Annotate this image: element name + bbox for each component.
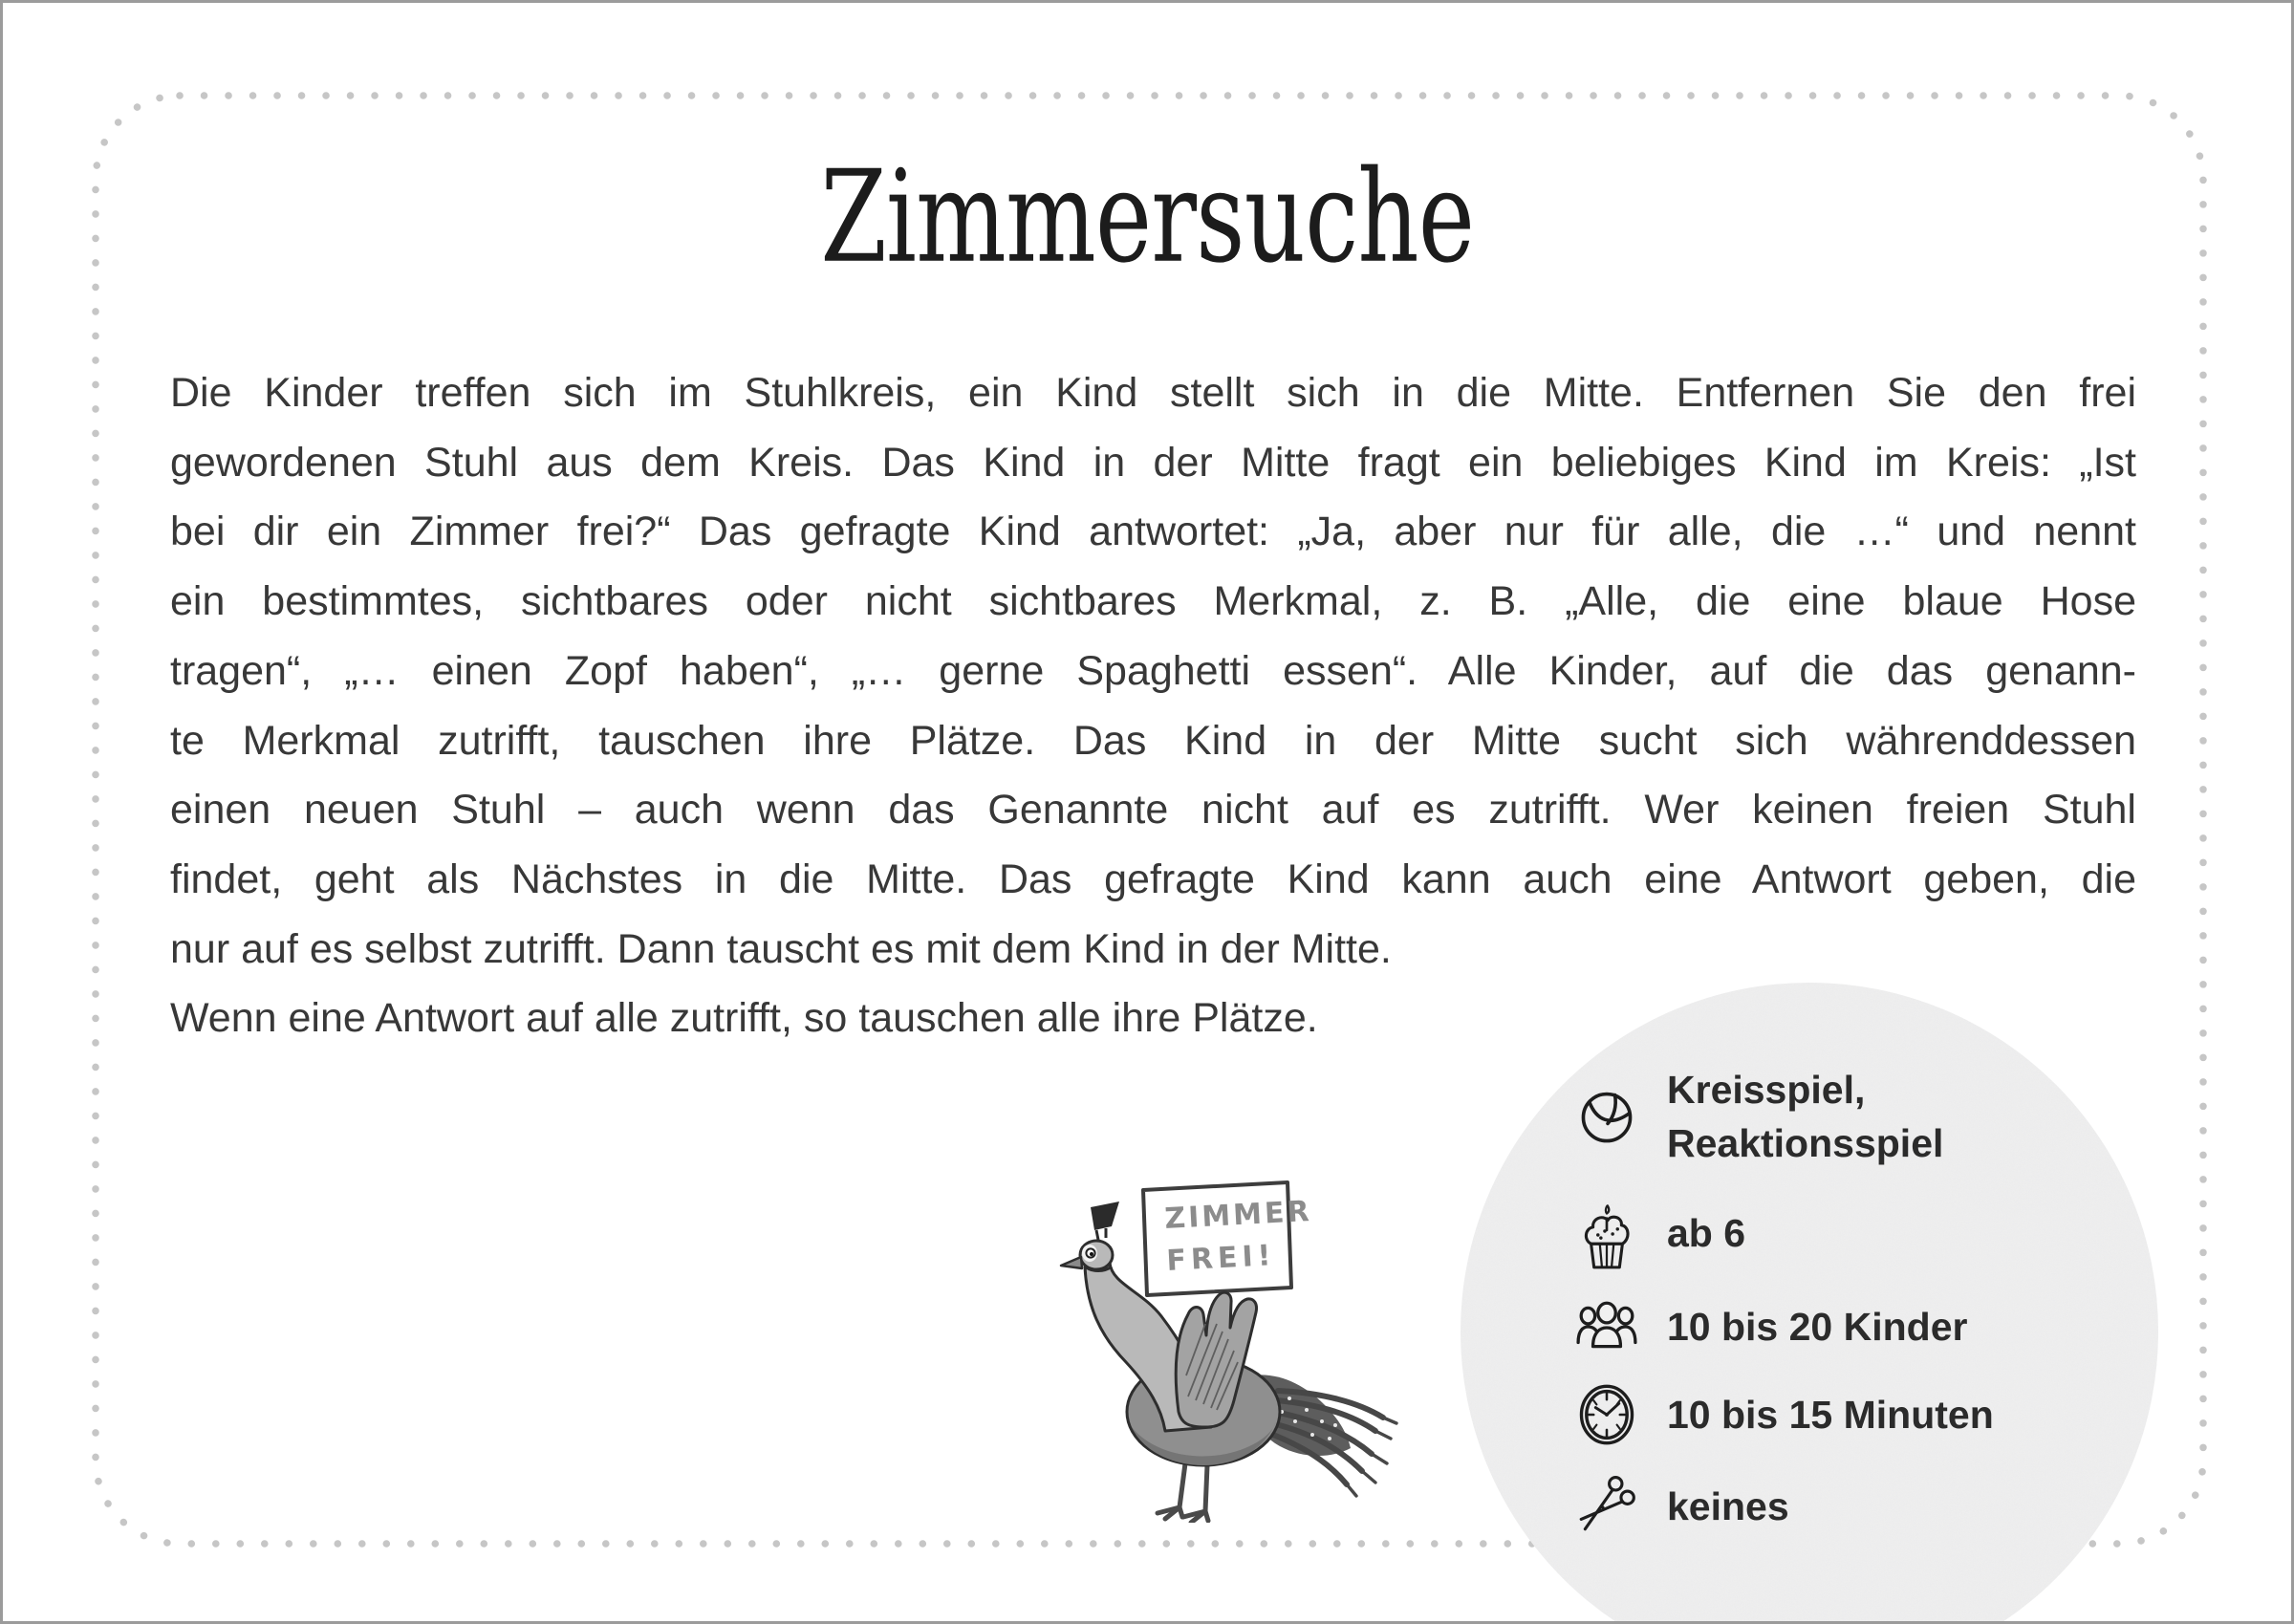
body-line: einen neuen Stuhl – auch wenn das Genannte nicht auf es zutrifft. Wer keinen freien Stuhl <box>170 787 2136 834</box>
info-label <box>1667 1063 1943 1170</box>
info-label: keines <box>1667 1484 1789 1528</box>
peacock-head <box>1061 1202 1119 1271</box>
group-icon <box>1575 1299 1638 1354</box>
info-item-players <box>1575 1299 1967 1354</box>
info-item-duration <box>1575 1381 1994 1448</box>
body-line: ein bestimmtes, sichtbares oder nicht sichtbares Merkmal, z. B. „Alle, die eine blaue Hose <box>170 578 2136 625</box>
peacock-legs <box>1158 1463 1208 1523</box>
body-line: Wenn eine Antwort auf alle zutrifft, so tauschen alle ihre Plätze. <box>170 995 1318 1042</box>
clock-icon <box>1575 1381 1638 1448</box>
info-label: ab 6 <box>1667 1211 1746 1255</box>
body-line: te Merkmal zutrifft, tauschen ihre Plätze. Das Kind in der Mitte sucht sich währenddessen <box>170 717 2136 764</box>
info-label-line: Kreisspiel, <box>1667 1068 1866 1112</box>
body-line: Die Kinder treffen sich im Stuhlkreis, ein Kind stellt sich in die Mitte. Entfernen Sie den frei <box>170 370 2136 416</box>
info-label: 10 bis 20 Kinder <box>1667 1305 1968 1349</box>
body-line: gewordenen Stuhl aus dem Kreis. Das Kind in der Mitte fragt ein beliebiges Kind im Kreis: „Ist <box>170 439 2136 486</box>
info-label: 10 bis 15 Minuten <box>1667 1393 1994 1437</box>
instructions-paragraph <box>170 358 2136 1053</box>
info-item-age <box>1575 1193 1745 1273</box>
zimmer-frei-sign <box>1143 1182 1312 1295</box>
scissors-icon <box>1575 1474 1638 1539</box>
body-line: bei dir ein Zimmer frei?“ Das gefragte Kind antwortet: „Ja, aber nur für alle, die …“ und nennt <box>170 509 2136 555</box>
info-item-materials <box>1575 1474 1789 1539</box>
info-item-game-type <box>1575 1063 1943 1170</box>
body-line: nur auf es selbst zutrifft. Dann tauscht es mit dem Kind in der Mitte. <box>170 925 1392 972</box>
info-label-line: Reaktionsspiel <box>1667 1121 1944 1165</box>
ball-icon <box>1575 1086 1638 1147</box>
page-title <box>3 143 2291 292</box>
cake-icon <box>1575 1193 1638 1273</box>
peacock-illustration <box>1035 1171 1418 1523</box>
body-line: tragen“, „… einen Zopf haben“, „… gerne Spaghetti essen“. Alle Kinder, auf die das genann- <box>170 647 2136 694</box>
page-title-text: Zimmersuche <box>820 143 1474 292</box>
sign-text-line2: FREI! <box>1165 1239 1277 1278</box>
sign-text-line1: ZIMMER <box>1163 1194 1313 1236</box>
body-line: findet, geht als Nächstes in die Mitte. Das gefragte Kind kann auch eine Antwort geben, die <box>170 855 2136 902</box>
